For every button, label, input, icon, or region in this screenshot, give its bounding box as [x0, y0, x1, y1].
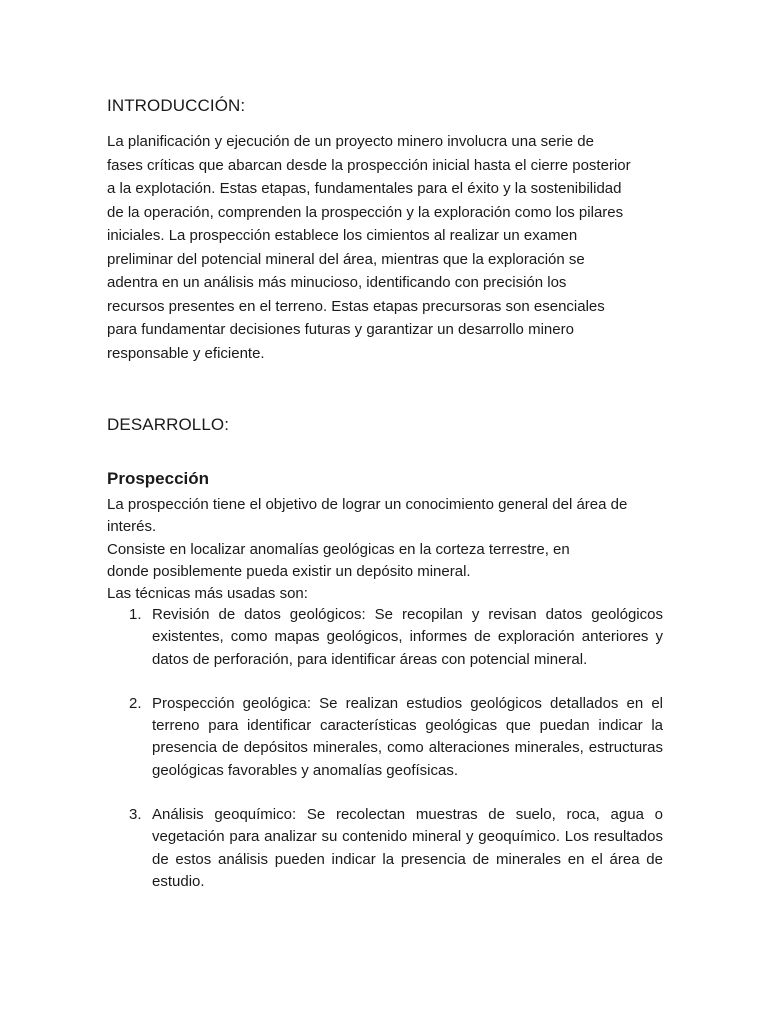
list-item-number: 3.: [129, 806, 142, 824]
paragraph-line: responsable y eficiente.: [107, 344, 265, 362]
paragraph-line: La planificación y ejecución de un proyecto minero involucra una serie de: [107, 133, 594, 150]
list-item-text: Análisis geoquímico: Se recolectan muestras de suelo, roca, agua o vegetación para analizar su contenido mineral y geoquímico. Los resultados de estos análisis pueden indicar la presencia de minerales en el área de estudio.: [152, 806, 663, 890]
list-item: [107, 804, 663, 893]
paragraph-line: fases críticas que abarcan desde la prospección inicial hasta el cierre posterior: [107, 156, 631, 174]
list-item-number: 2.: [129, 694, 142, 712]
prospection-description: [107, 494, 667, 605]
description-line: donde posiblemente pueda existir un depósito mineral.: [107, 562, 471, 580]
list-item-text: Prospección geológica: Se realizan estudios geológicos detallados en el terreno para identificar características geológicas que puedan indicar la presencia de depósitos minerales, como alteraciones minerales, estructuras geológicas favorables y anomalías geofísicas.: [152, 694, 663, 779]
list-item-text: Revisión de datos geológicos: Se recopilan y revisan datos geológicos existentes, como mapas geológicos, informes de exploración anteriores y datos de perforación, para identificar áreas con potencial mineral.: [152, 606, 663, 668]
introduction-heading: INTRODUCCIÓN:: [107, 96, 246, 115]
description-line: Consiste en localizar anomalías geológicas en la corteza terrestre, en: [107, 540, 570, 558]
list-item: [107, 604, 663, 671]
description-line: La prospección tiene el objetivo de lograr un conocimiento general del área de: [107, 496, 628, 513]
paragraph-line: a la explotación. Estas etapas, fundamentales para el éxito y la sostenibilidad: [107, 180, 622, 197]
paragraph-line: adentra en un análisis más minucioso, identificando con precisión los: [107, 274, 567, 291]
paragraph-line: para fundamentar decisiones futuras y garantizar un desarrollo minero: [107, 321, 574, 338]
description-line: Las técnicas más usadas son:: [107, 585, 308, 603]
list-item-number: 1.: [129, 606, 142, 623]
prospection-subheading: Prospección: [107, 469, 210, 488]
paragraph-line: iniciales. La prospección establece los cimientos al realizar un examen: [107, 227, 578, 244]
paragraph-line: de la operación, comprenden la prospección y la exploración como los pilares: [107, 203, 624, 221]
list-item: [107, 693, 663, 782]
paragraph-line: preliminar del potencial mineral del área, mientras que la exploración se: [107, 250, 585, 268]
techniques-list: [107, 604, 663, 915]
development-heading: DESARROLLO:: [107, 415, 230, 434]
introduction-paragraph: [107, 130, 667, 365]
description-line: interés.: [107, 518, 157, 536]
paragraph-line: recursos presentes en el terreno. Estas etapas precursoras son esenciales: [107, 297, 605, 315]
